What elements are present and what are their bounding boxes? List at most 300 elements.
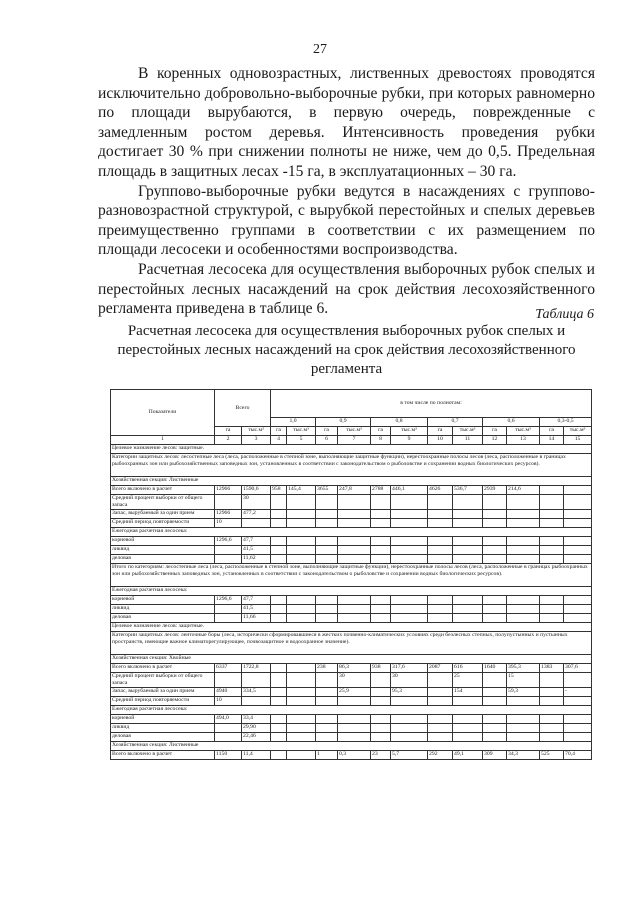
table-cell xyxy=(391,519,428,528)
table-cell: 1590,6 xyxy=(242,486,271,495)
table-cell xyxy=(391,546,428,555)
section-text: Ежегодная расчетная лесосека: xyxy=(111,587,592,596)
header-completeness: 0,3-0,5 xyxy=(540,418,592,427)
table-section-row xyxy=(111,632,592,655)
table-cell xyxy=(507,614,540,623)
table-row xyxy=(111,510,592,519)
table-row xyxy=(111,519,592,528)
page-number: 27 xyxy=(313,42,327,57)
table-cell xyxy=(540,688,564,697)
table-cell: 59,3 xyxy=(507,688,540,697)
table-cell xyxy=(453,519,483,528)
table-cell xyxy=(271,664,287,673)
header-unit: га xyxy=(215,427,242,436)
table-cell xyxy=(507,537,540,546)
table-cell xyxy=(428,697,453,706)
section-text: Целевое назначение лесов: защитные. xyxy=(111,623,592,632)
table-cell: 22,46 xyxy=(242,733,271,742)
table-cell xyxy=(338,715,371,724)
column-number: 9 xyxy=(391,436,428,445)
header-unit: га xyxy=(483,427,507,436)
table-cell xyxy=(316,495,338,510)
table-cell xyxy=(507,546,540,555)
table-cell: 12966 xyxy=(215,510,242,519)
table-cell: 238 xyxy=(316,664,338,673)
section-text: Хозяйственная секция: Хвойные xyxy=(111,655,592,664)
table-cell: 11,62 xyxy=(242,555,271,564)
table-cell: 154 xyxy=(453,688,483,697)
table-cell: 1296,6 xyxy=(215,596,242,605)
section-text: Категории защитных лесов: ленточные боры (леса, исторически сформировавшиеся в жестких почвенно-климатических условиях среди безлесных степных, полупустынных и пустынных пространств, имеющие важное климаторегулирующее, почвозащитное и водоохранное значение). xyxy=(111,632,592,655)
header-total: Всего xyxy=(215,390,271,427)
header-unit: тыс.м³ xyxy=(242,427,271,436)
table-cell: 47,7 xyxy=(242,596,271,605)
table-cell xyxy=(316,697,338,706)
table-cell: 0,3 xyxy=(338,751,371,760)
table-cell xyxy=(540,596,564,605)
table-cell xyxy=(287,546,316,555)
table-cell xyxy=(215,724,242,733)
table-cell xyxy=(338,510,371,519)
table-cell xyxy=(391,715,428,724)
header-unit: тыс.м³ xyxy=(287,427,316,436)
table-section-row xyxy=(111,623,592,632)
table-title xyxy=(98,322,595,379)
table-cell xyxy=(507,733,540,742)
table-cell xyxy=(507,724,540,733)
table-cell xyxy=(271,519,287,528)
table-cell xyxy=(540,537,564,546)
column-number: 12 xyxy=(483,436,507,445)
table-cell: 95,3 xyxy=(391,688,428,697)
table-cell xyxy=(453,510,483,519)
table-cell: 25 xyxy=(453,673,483,688)
column-number: 6 xyxy=(316,436,338,445)
table-cell xyxy=(271,537,287,546)
table-cell xyxy=(316,605,338,614)
table-cell xyxy=(316,724,338,733)
row-label: корневой xyxy=(111,596,215,605)
table-cell xyxy=(453,697,483,706)
table-cell: 3655 xyxy=(316,486,338,495)
table-cell xyxy=(316,673,338,688)
column-number: 5 xyxy=(287,436,316,445)
data-table xyxy=(110,389,592,760)
table-cell: 4940 xyxy=(215,688,242,697)
table-cell xyxy=(391,733,428,742)
table-row xyxy=(111,614,592,623)
table-cell xyxy=(391,495,428,510)
table-cell xyxy=(483,605,507,614)
table-row xyxy=(111,664,592,673)
row-label: Всего включено в расчет xyxy=(111,486,215,495)
table-cell xyxy=(316,715,338,724)
section-text: Хозяйственная секция: Лиственные xyxy=(111,477,592,486)
table-cell xyxy=(540,510,564,519)
table-cell xyxy=(271,673,287,688)
table-cell xyxy=(371,724,391,733)
table-cell xyxy=(564,546,592,555)
table-cell xyxy=(271,555,287,564)
row-label: Запас, вырубаемый за один прием xyxy=(111,688,215,697)
table-cell xyxy=(540,697,564,706)
table-cell xyxy=(371,605,391,614)
table-cell: 958 xyxy=(271,486,287,495)
table-cell xyxy=(564,605,592,614)
table-cell: 616 xyxy=(453,664,483,673)
row-label: ликвид xyxy=(111,546,215,555)
table-cell: 1296,6 xyxy=(215,537,242,546)
table-cell xyxy=(371,555,391,564)
table-cell xyxy=(338,519,371,528)
table-cell xyxy=(287,664,316,673)
column-number: 13 xyxy=(507,436,540,445)
table-cell: 49,1 xyxy=(453,751,483,760)
table-cell xyxy=(391,555,428,564)
table-cell: 47,7 xyxy=(242,537,271,546)
table-cell: 1150 xyxy=(215,751,242,760)
header-completeness: 0,9 xyxy=(316,418,371,427)
table-cell xyxy=(271,546,287,555)
table-cell xyxy=(453,715,483,724)
table-cell xyxy=(391,537,428,546)
table-cell: 33,4 xyxy=(242,715,271,724)
section-text: Ежегодная расчетная лесосека: xyxy=(111,528,592,537)
row-label: Всего включено в расчет xyxy=(111,664,215,673)
table-cell: 29,90 xyxy=(242,724,271,733)
column-number: 11 xyxy=(453,436,483,445)
table-cell xyxy=(428,688,453,697)
table-cell: 395,3 xyxy=(507,664,540,673)
header-completeness: 1,0 xyxy=(271,418,316,427)
table-cell xyxy=(453,555,483,564)
table-label: Таблица 6 xyxy=(535,307,594,322)
table-cell: 525 xyxy=(540,751,564,760)
table-cell xyxy=(564,724,592,733)
table-cell xyxy=(540,733,564,742)
table-cell xyxy=(453,605,483,614)
table-cell xyxy=(507,605,540,614)
table-cell xyxy=(564,697,592,706)
table-cell xyxy=(507,596,540,605)
table-cell xyxy=(316,733,338,742)
table-cell: 292 xyxy=(428,751,453,760)
table-cell xyxy=(564,519,592,528)
table-row xyxy=(111,697,592,706)
table-cell: 446,1 xyxy=(391,486,428,495)
table-title-line: регламента xyxy=(310,361,383,377)
table-cell xyxy=(540,495,564,510)
table-cell xyxy=(540,546,564,555)
table-cell xyxy=(316,614,338,623)
table-cell xyxy=(564,733,592,742)
table-cell xyxy=(507,697,540,706)
header-unit: тыс.м³ xyxy=(338,427,371,436)
table-cell xyxy=(564,555,592,564)
table-cell xyxy=(271,697,287,706)
table-section-row xyxy=(111,742,592,751)
header-completeness: 0,6 xyxy=(483,418,540,427)
table-row xyxy=(111,673,592,688)
table-cell xyxy=(215,614,242,623)
table-cell xyxy=(483,673,507,688)
table-cell xyxy=(540,605,564,614)
table-cell xyxy=(507,519,540,528)
header-unit: га xyxy=(316,427,338,436)
table-section-row xyxy=(111,564,592,587)
table-cell xyxy=(428,605,453,614)
table-cell xyxy=(316,510,338,519)
table-cell xyxy=(271,495,287,510)
table-row xyxy=(111,546,592,555)
table-cell xyxy=(371,510,391,519)
table-row xyxy=(111,605,592,614)
table-cell xyxy=(215,546,242,555)
column-number: 8 xyxy=(371,436,391,445)
table-cell xyxy=(271,688,287,697)
table-cell xyxy=(391,510,428,519)
table-cell xyxy=(453,724,483,733)
table-cell xyxy=(540,724,564,733)
table-cell xyxy=(271,724,287,733)
table-cell xyxy=(483,555,507,564)
table-cell xyxy=(215,673,242,688)
table-cell xyxy=(338,555,371,564)
table-cell: 1640 xyxy=(483,664,507,673)
table-cell xyxy=(564,486,592,495)
table-cell xyxy=(338,724,371,733)
table-cell xyxy=(483,510,507,519)
table-header-row xyxy=(111,390,592,418)
table-cell xyxy=(391,724,428,733)
table-cell xyxy=(287,724,316,733)
table-cell xyxy=(428,724,453,733)
table-cell xyxy=(428,546,453,555)
header-completeness: 0,7 xyxy=(428,418,483,427)
table-cell: 2939 xyxy=(483,486,507,495)
table-cell xyxy=(371,596,391,605)
row-label: корневой xyxy=(111,715,215,724)
header-unit: га xyxy=(271,427,287,436)
table-cell xyxy=(391,697,428,706)
paragraph: В коренных одновозрастных, лиственных древостоях проводятся исключительно добровольно-выборочные рубки, при которых равномерно по площади вырубаются, в первую очередь, поврежденные с замедленным ростом деревья. Интенсивность проведения рубки достигает 30 % при снижении полноты не ниже, чем до 0,5. Предельная площадь в защитных лесах -15 га, в эксплуатационных – 30 га. xyxy=(98,65,595,180)
table-cell xyxy=(483,697,507,706)
table-cell xyxy=(564,673,592,688)
table-cell xyxy=(428,715,453,724)
table-cell xyxy=(391,614,428,623)
table-section-row xyxy=(111,655,592,664)
row-label: корневой xyxy=(111,537,215,546)
table-cell xyxy=(316,555,338,564)
table-cell xyxy=(564,495,592,510)
table-cell xyxy=(287,697,316,706)
table-cell: 11,66 xyxy=(242,614,271,623)
table-colnum-row xyxy=(111,436,592,445)
table-cell: 2788 xyxy=(371,486,391,495)
table-cell xyxy=(371,673,391,688)
table-cell xyxy=(371,495,391,510)
table-row xyxy=(111,724,592,733)
table-cell xyxy=(507,510,540,519)
table-cell xyxy=(287,688,316,697)
table-cell xyxy=(428,510,453,519)
table-cell: 70,4 xyxy=(564,751,592,760)
table-cell xyxy=(371,733,391,742)
column-number: 10 xyxy=(428,436,453,445)
header-including: в том числе по полнотам: xyxy=(271,390,592,418)
table-cell xyxy=(287,751,316,760)
table-cell: 317,6 xyxy=(391,664,428,673)
header-unit: тыс.м³ xyxy=(564,427,592,436)
table-row xyxy=(111,751,592,760)
table-cell xyxy=(483,495,507,510)
table-cell xyxy=(483,546,507,555)
paragraph: Расчетная лесосека для осуществления выборочных рубок спелых и перестойных лесных насаждений на срок действия лесохозяйственного регламента приведена в таблице 6. xyxy=(98,260,595,318)
table-cell: 41,5 xyxy=(242,605,271,614)
table-cell xyxy=(453,733,483,742)
table-cell xyxy=(371,537,391,546)
table-cell: 4626 xyxy=(428,486,453,495)
table-cell xyxy=(483,614,507,623)
table-cell xyxy=(338,596,371,605)
table-cell xyxy=(428,537,453,546)
table-cell: 1722,8 xyxy=(242,664,271,673)
header-unit: тыс.м³ xyxy=(391,427,428,436)
table-cell: 536,7 xyxy=(453,486,483,495)
row-label: ликвид xyxy=(111,724,215,733)
table-cell: 86,3 xyxy=(338,664,371,673)
table-cell xyxy=(507,555,540,564)
table-cell xyxy=(540,519,564,528)
column-number: 1 xyxy=(111,436,215,445)
table-cell xyxy=(215,555,242,564)
table-cell: 309 xyxy=(483,751,507,760)
table-cell xyxy=(316,537,338,546)
table-cell xyxy=(540,486,564,495)
column-number: 14 xyxy=(540,436,564,445)
table-cell xyxy=(338,733,371,742)
table-cell: 23 xyxy=(371,751,391,760)
column-number: 3 xyxy=(242,436,271,445)
table-row xyxy=(111,596,592,605)
table-section-row xyxy=(111,454,592,477)
table-cell xyxy=(271,733,287,742)
table-cell xyxy=(453,537,483,546)
table-cell: 5,7 xyxy=(391,751,428,760)
table-section-row xyxy=(111,477,592,486)
table-cell: 10 xyxy=(215,519,242,528)
table-cell xyxy=(564,614,592,623)
table-cell xyxy=(564,715,592,724)
table-cell: 477,2 xyxy=(242,510,271,519)
table-cell xyxy=(540,555,564,564)
table-cell: 34,3 xyxy=(507,751,540,760)
section-text: Итого по категориям: лесостепные леса (леса, расположенные в степной зоне, выполняющие защитные функции), нерестоохранные полосы лесов (леса, расположенные в границах рыбоохранных зон или рыбохозяйственных заповедных зон, установленных в соответствии с законодательством о рыболовстве и сохранении водных биологических ресурсов). xyxy=(111,564,592,587)
table-cell xyxy=(564,596,592,605)
table-cell xyxy=(316,546,338,555)
table-cell xyxy=(540,614,564,623)
table-cell xyxy=(453,596,483,605)
table-cell xyxy=(287,596,316,605)
table-row xyxy=(111,537,592,546)
header-indicator: Показатели xyxy=(111,390,215,436)
section-text: Целевое назначение лесов: защитные. xyxy=(111,445,592,454)
table-cell: 1383 xyxy=(540,664,564,673)
table-cell xyxy=(428,733,453,742)
header-unit: тыс.м³ xyxy=(453,427,483,436)
table-cell xyxy=(483,733,507,742)
table-cell: 30 xyxy=(391,673,428,688)
table-cell xyxy=(271,715,287,724)
table-cell xyxy=(483,724,507,733)
table-cell xyxy=(338,546,371,555)
column-number: 15 xyxy=(564,436,592,445)
table-cell xyxy=(428,596,453,605)
table-cell xyxy=(391,605,428,614)
table-cell xyxy=(371,688,391,697)
row-label: ликвид xyxy=(111,605,215,614)
table-cell xyxy=(483,519,507,528)
table-cell: 30 xyxy=(338,673,371,688)
table-cell xyxy=(371,546,391,555)
table-row xyxy=(111,733,592,742)
header-unit: га xyxy=(371,427,391,436)
row-label: Средний процент выборки от общего запаса xyxy=(111,673,215,688)
table-cell xyxy=(287,510,316,519)
table-cell xyxy=(428,673,453,688)
table-cell xyxy=(287,733,316,742)
column-number: 4 xyxy=(271,436,287,445)
table-cell xyxy=(338,537,371,546)
section-text: Ежегодная расчетная лесосека: xyxy=(111,706,592,715)
table-cell: 30 xyxy=(242,495,271,510)
table-cell xyxy=(453,546,483,555)
table-title-line: Расчетная лесосека для осуществления выборочных рубок спелых и xyxy=(127,323,566,339)
table-cell: 145,4 xyxy=(287,486,316,495)
table-cell xyxy=(371,697,391,706)
header-unit: тыс.м³ xyxy=(507,427,540,436)
section-text: Хозяйственная секция: Лиственные xyxy=(111,742,592,751)
table-cell xyxy=(242,697,271,706)
table-cell xyxy=(287,495,316,510)
table-cell: 938 xyxy=(371,664,391,673)
table-cell xyxy=(371,614,391,623)
table-cell xyxy=(453,495,483,510)
table-cell xyxy=(483,596,507,605)
header-unit: га xyxy=(540,427,564,436)
table-cell xyxy=(287,614,316,623)
table-cell xyxy=(338,495,371,510)
table-cell: 12966 xyxy=(215,486,242,495)
row-label: Средний период повторяемости xyxy=(111,697,215,706)
row-label: деловая xyxy=(111,614,215,623)
table-cell: 11,4 xyxy=(242,751,271,760)
table-cell xyxy=(428,555,453,564)
table-cell xyxy=(483,715,507,724)
table-cell xyxy=(564,537,592,546)
row-label: деловая xyxy=(111,733,215,742)
column-number: 7 xyxy=(338,436,371,445)
table-cell xyxy=(540,673,564,688)
table-cell xyxy=(242,519,271,528)
table-cell xyxy=(391,596,428,605)
table-row xyxy=(111,688,592,697)
row-label: Средний процент выборки от общего запаса xyxy=(111,495,215,510)
paragraph: Группово-выборочные рубки ведутся в насаждениях с группово-разновозрастной структурой, с вырубкой перестойных и спелых деревьев преимущественно группами в соответствии с их размещением по площади лесосеки и особенностями воспроизводства. xyxy=(98,182,595,259)
row-label: Средний период повторяемости xyxy=(111,519,215,528)
header-completeness: 0,8 xyxy=(371,418,428,427)
table-cell xyxy=(287,605,316,614)
